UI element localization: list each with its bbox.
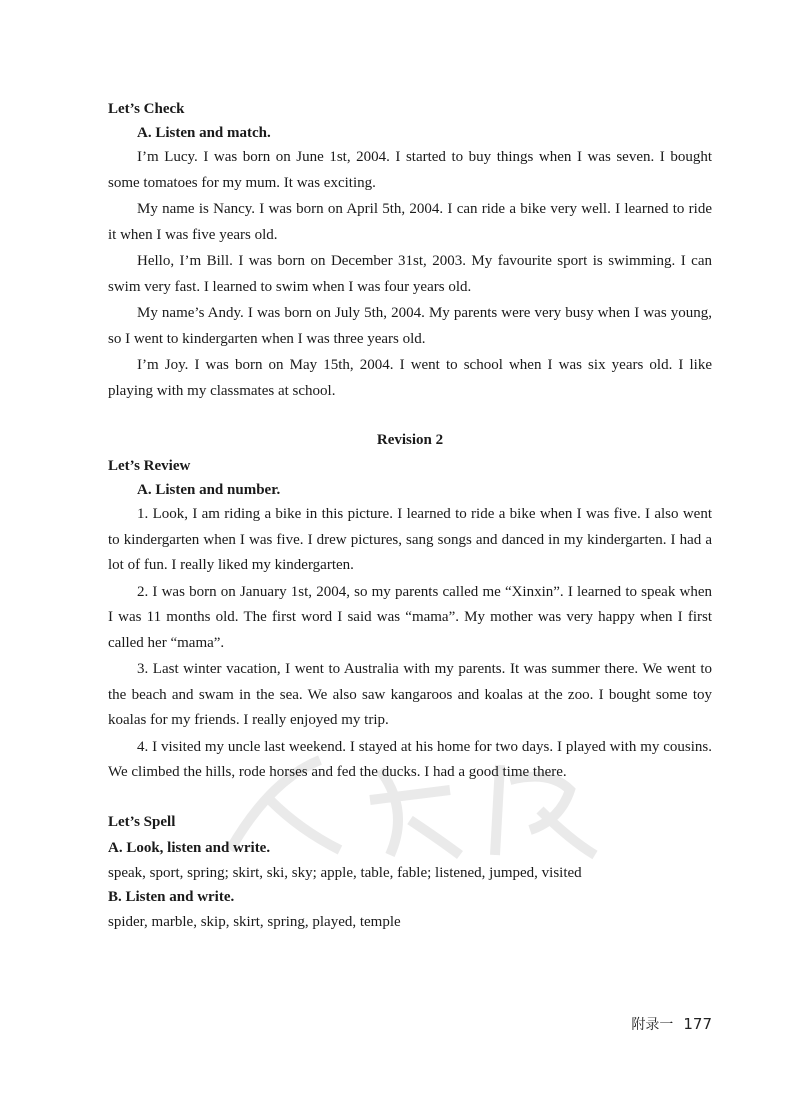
section-lets-spell: [108, 814, 712, 935]
section-lets-check: [108, 101, 712, 405]
exercise-title-look-listen-write: A. Look, listen and write.: [108, 840, 271, 856]
word-list-b: spider, marble, skip, skirt, spring, played, temple: [108, 913, 401, 930]
word-list-a: speak, sport, spring; skirt, ski, sky; apple, table, fable; listened, jumped, visited: [108, 865, 582, 881]
paragraph-bill: Hello, I’m Bill. I was born on December 31st, 2003. My favourite sport is swimming. I can swim very fast. I learned to swim when I was four years old.: [108, 253, 712, 295]
section-revision-2: [108, 432, 712, 787]
paragraph-item-2: 2. I was born on January 1st, 2004, so my parents called me “Xinxin”. I learned to speak when I was 11 months old. The first word I said was “mama”. My mother was very happy when I first called her “mama”.: [108, 583, 712, 651]
section-title-lets-spell: Let’s Spell: [108, 814, 176, 830]
page-footer: [631, 1014, 712, 1034]
section-title-lets-review: Let’s Review: [108, 458, 191, 474]
exercise-title-listen-and-number: A. Listen and number.: [137, 482, 281, 498]
paragraph-lucy: I’m Lucy. I was born on June 1st, 2004. I started to buy things when I was seven. I bought some tomatoes for my mum. It was exciting.: [108, 149, 712, 191]
paragraph-andy: My name’s Andy. I was born on July 5th, 2004. My parents were very busy when I was young, so I went to kindergarten when I was three years old.: [108, 305, 712, 347]
paragraph-item-4: 4. I visited my uncle last weekend. I stayed at his home for two days. I played with my cousins. We climbed the hills, rode horses and fed the ducks. I had a good time there.: [108, 738, 712, 780]
page-number: 177: [683, 1015, 712, 1033]
exercise-title-listen-and-write: B. Listen and write.: [108, 888, 235, 905]
paragraph-item-1: 1. Look, I am riding a bike in this picture. I learned to ride a bike when I was five. I also went to kindergarten when I was five. I drew pictures, sang songs and danced in my kindergarten. I had a lot of fun. I really liked my kindergarten.: [108, 506, 712, 573]
section-title-lets-check: Let’s Check: [108, 101, 185, 117]
paragraph-joy: I’m Joy. I was born on May 15th, 2004. I went to school when I was six years old. I like playing with my classmates at school.: [108, 357, 712, 399]
paragraph-item-3: 3. Last winter vacation, I went to Australia with my parents. It was summer there. We went to the beach and swam in the sea. We also saw kangaroos and koalas at the zoo. I bought some toy koalas for my friends. I really enjoyed my trip.: [108, 661, 712, 728]
section-title-revision-2: Revision 2: [376, 432, 444, 448]
exercise-title-listen-and-match: A. Listen and match.: [137, 125, 271, 141]
paragraph-nancy: My name is Nancy. I was born on April 5th, 2004. I can ride a bike very well. I learned to ride it when I was five years old.: [108, 201, 712, 243]
appendix-label: 附录一: [631, 1017, 674, 1033]
